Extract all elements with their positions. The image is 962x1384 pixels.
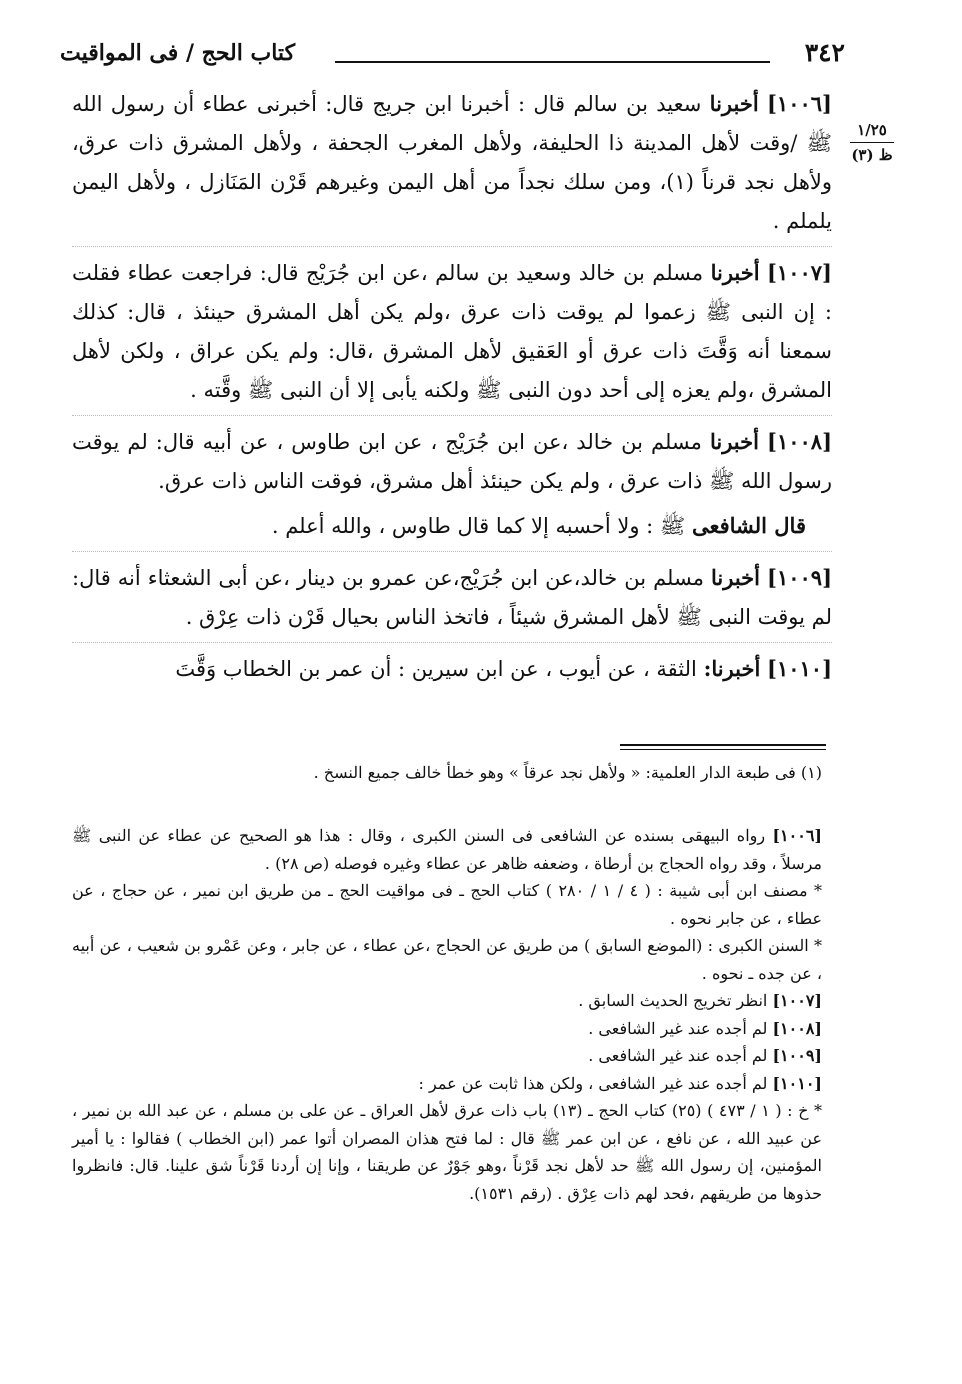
note-number: [١٠١٠] bbox=[772, 1073, 822, 1093]
hadith-lead: أخبرنا bbox=[710, 260, 760, 285]
margin-note-bottom: ظ (٣) bbox=[851, 146, 893, 164]
note-text: * خ : ( ١ / ٤٧٣ ) (٢٥) كتاب الحج ـ (١٣) باب ذات عرق لأهل العراق ـ عن على بن مسلم ، عن عبد الله بن نمير ، عن عبيد الله ، عن نافع ، عن ابن عمر ﷺ قال : لما فتح هذان المصران أتوا عمر (ابن الخطاب ) فقالوا : يا أمير المؤمنين، إن رسول الله ﷺ حد لأهل نجد قَرْناً ،وهو جَوْرٌ عن طريقنا ، وإنا إن أردنا قَرْناً شق علينا. قال: فانظروا حذوها من طريقهم ،فحد لهم ذات عِرْق . (رقم ١٥٣١). bbox=[72, 1101, 823, 1203]
note-entry bbox=[72, 1015, 822, 1043]
hadith-text: مسلم بن خالد ،عن ابن جُرَيْج ، عن ابن طاوس ، عن أبيه قال: لم يوقت رسول الله ﷺ ذات عرق ، ولم يكن حينئذ أهل مشرق، فوقت الناس ذات عرق. bbox=[72, 430, 832, 493]
hadith-number: [١٠١٠] bbox=[767, 656, 832, 681]
note-number: [١٠٠٧] bbox=[772, 991, 822, 1010]
comment-lead: قال الشافعى bbox=[691, 513, 806, 538]
note-entry bbox=[72, 1070, 822, 1098]
note-number: [١٠٠٨] bbox=[772, 1018, 822, 1038]
paragraph-divider bbox=[72, 246, 832, 247]
note-text: لم أجده عند غير الشافعى ، ولكن هذا ثابت عن عمر : bbox=[418, 1073, 768, 1093]
running-title: كتاب الحج / فى المواقيت bbox=[60, 40, 296, 66]
hadith-lead: أخبرنا bbox=[709, 91, 759, 116]
footnote-rule bbox=[620, 744, 826, 746]
hadith-text: مسلم بن خالد،عن ابن جُرَيْج،عن عمرو بن دينار ،عن أبى الشعثاء أنه قال: لم يوقت النبى ﷺ لأهل المشرق شيئاً ، فاتخذ الناس بحيال قَرْن ذات عِرْق . bbox=[72, 566, 832, 629]
hadith-number: [١٠٠٧] bbox=[766, 260, 832, 285]
paragraph-divider bbox=[72, 551, 832, 552]
note-number: [١٠٠٩] bbox=[772, 1046, 822, 1065]
note-entry bbox=[72, 877, 822, 932]
hadith-number: [١٠٠٨] bbox=[767, 429, 832, 454]
note-text: لم أجده عند غير الشافعى . bbox=[588, 1018, 768, 1038]
note-entry bbox=[72, 932, 822, 987]
paragraph-divider bbox=[72, 415, 832, 416]
hadith-paragraph bbox=[72, 649, 832, 689]
comment-text: ﷺ : ولا أحسبه إلا كما قال طاوس ، والله أعلم . bbox=[271, 514, 686, 538]
note-entry bbox=[72, 1042, 822, 1070]
hadith-text: الثقة ، عن أيوب ، عن ابن سيرين : أن عمر بن الخطاب وَقَّتَ bbox=[175, 657, 697, 681]
margin-note-top: ١/٢٥ bbox=[857, 121, 887, 139]
page-header bbox=[60, 38, 845, 78]
header-rule bbox=[335, 61, 770, 63]
note-text: رواه البيهقى بسنده عن الشافعى فى السنن الكبرى ، وقال : هذا هو الصحيح عن عطاء عن النبى ﷺ مرسلاً ، وقد رواه الحجاج بن أرطاة ، وضعفه ظاهر عن عطاء وغيره فوصله (ص ٢٨) . bbox=[72, 826, 822, 873]
hadith-lead: أخبرنا bbox=[709, 429, 759, 454]
note-text: * مصنف ابن أبى شيبة : ( ٤ / ١ / ٢٨٠ ) كتاب الحج ـ فى مواقيت الحج ـ من طريق ابن نمير ، عن حجاج ، عن عطاء ، عن جابر نحوه . bbox=[72, 881, 823, 928]
hadith-lead: أخبرنا bbox=[711, 565, 760, 590]
page-number: ٣٤٢ bbox=[804, 38, 845, 67]
main-text bbox=[72, 84, 832, 694]
margin-note-divider bbox=[850, 142, 894, 143]
hadith-paragraph bbox=[72, 422, 832, 501]
note-number: [١٠٠٦] bbox=[772, 826, 822, 845]
note-entry bbox=[72, 1097, 822, 1207]
hadith-lead: أخبرنا: bbox=[703, 656, 761, 681]
hadith-text: مسلم بن خالد وسعيد بن سالم ،عن ابن جُرَيْج قال: فراجعت عطاء فقلت : إن النبى ﷺ زعموا لم يوقت ذات عرق ،ولم يكن أهل المشرق حينئذ ، قال: كذلك سمعنا أنه وَقَّتَ ذات عرق أو العَقيق لأهل المشرق ،قال: ولم يكن عراق ، ولكن لأهل المشرق ،ولم يعزه إلى أحد دون النبى ﷺ ولكنه يأبى إلا أن النبى ﷺ وقَّته . bbox=[72, 261, 832, 402]
footnote-rule-thin bbox=[620, 749, 826, 750]
hadith-paragraph bbox=[72, 558, 832, 637]
note-text: انظر تخريج الحديث السابق . bbox=[578, 991, 768, 1010]
hadith-number: [١٠٠٦] bbox=[766, 91, 832, 116]
hadith-text: سعيد بن سالم قال : أخبرنا ابن جريج قال: أخبرنى عطاء أن رسول الله ﷺ /وقت لأهل المدينة ذا الحليفة، ولأهل المغرب الجحفة ، ولأهل المشرق ذات عرق، ولأهل نجد قرناً (١)، ومن سلك نجداً من أهل اليمن وغيرهم قَرْن المَنَازل ، ولأهل اليمن يلملم . bbox=[72, 92, 833, 233]
hadith-paragraph bbox=[72, 84, 832, 241]
hadith-number: [١٠٠٩] bbox=[767, 565, 833, 590]
footnote: (١) فى طبعة الدار العلمية: « ولأهل نجد عرقاً » وهو خطأ خالف جميع النسخ . bbox=[313, 763, 822, 782]
note-entry bbox=[72, 987, 822, 1015]
note-entry bbox=[72, 822, 822, 877]
note-text: لم أجده عند غير الشافعى . bbox=[588, 1046, 768, 1065]
hadith-paragraph bbox=[72, 253, 832, 410]
margin-note bbox=[844, 120, 900, 165]
note-text: * السنن الكبرى : (الموضع السابق ) من طريق عن الحجاج ،عن عطاء ، عن جابر ، وعن عَمْرو بن شعيب ، عن أبيه ، عن جده ـ نحوه . bbox=[72, 936, 822, 983]
shafii-comment bbox=[72, 506, 832, 546]
takhrij-notes bbox=[72, 822, 822, 1207]
paragraph-divider bbox=[72, 642, 832, 643]
